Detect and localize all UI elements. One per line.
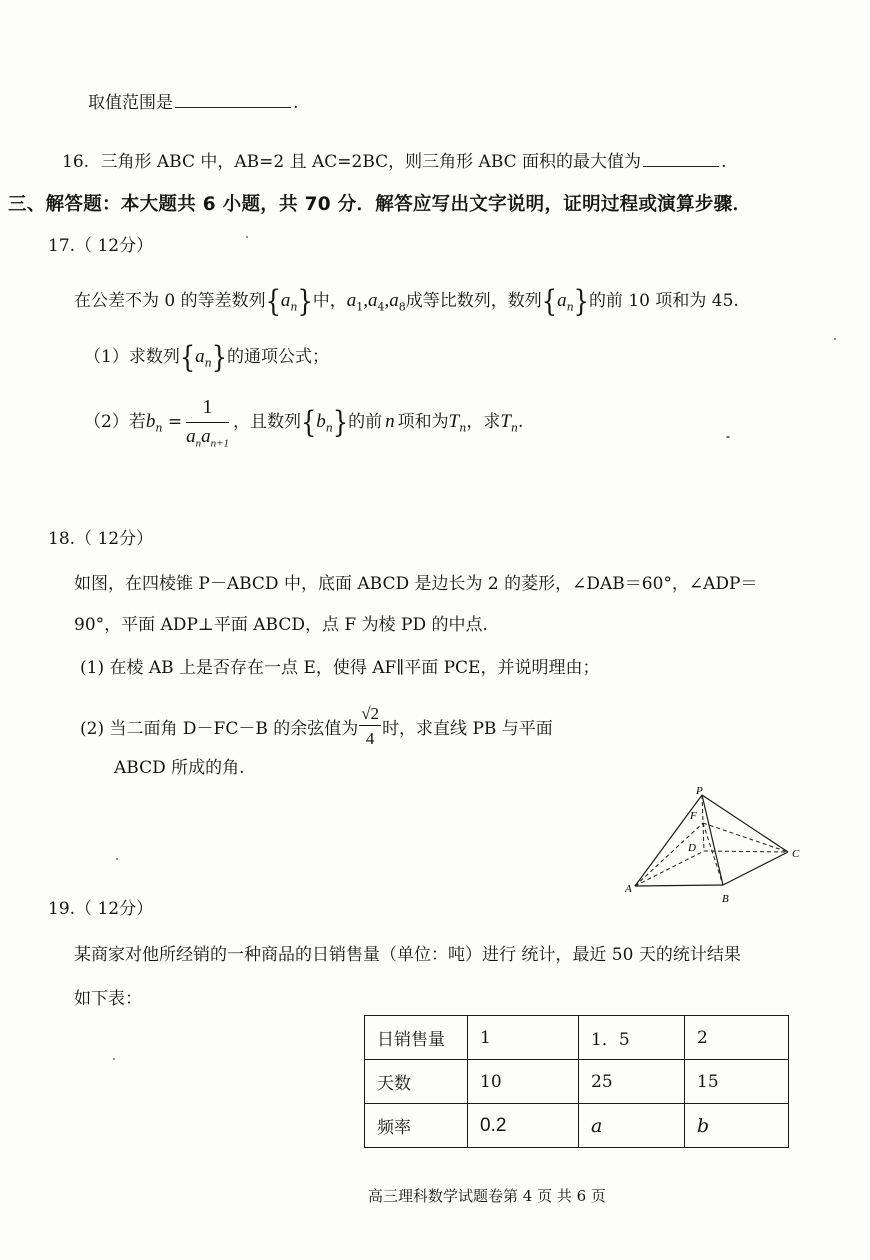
table-cell: 10	[468, 1060, 579, 1104]
question-17-part-1	[84, 339, 329, 375]
table-cell: 15	[685, 1060, 789, 1104]
scan-speck	[113, 1058, 115, 1060]
subscript: n	[325, 421, 333, 435]
answer-blank[interactable]	[643, 148, 719, 167]
part-text: (2) 当二面角 D－FC－B 的余弦值为	[80, 719, 359, 739]
question-19-line-1: 某商家对他所经销的一种商品的日销售量（单位：吨）进行 统计，最近 50 天的统计结果	[74, 945, 741, 965]
question-18-part-2-cont: ABCD 所成的角.	[114, 758, 245, 778]
question-18-part-1: (1) 在棱 AB 上是否存在一点 E，使得 AF∥平面 PCE，并说明理由；	[80, 658, 600, 678]
question-18-header: 18.（ 12分）	[48, 529, 154, 549]
subscript: n+1	[210, 437, 230, 450]
den-a: a	[186, 426, 196, 447]
fraction-sqrt2-over-4	[359, 704, 381, 749]
numerator: √2	[361, 704, 380, 723]
label-C: C	[792, 848, 800, 860]
edge-DC	[704, 851, 788, 852]
intro-text: 中，	[312, 291, 347, 311]
denominator: 4	[359, 725, 381, 749]
period: .	[518, 412, 524, 433]
left-brace: {	[179, 339, 196, 375]
subscript: n	[204, 356, 212, 370]
part-text: ，求	[466, 412, 501, 433]
left-brace: {	[301, 404, 317, 440]
edge-PC	[702, 795, 788, 852]
scan-speck	[116, 858, 118, 860]
fraction	[186, 396, 229, 449]
term: ,a	[384, 290, 399, 311]
question-16	[62, 147, 726, 172]
page-footer: 高三理科数学试题卷第 4 页 共 6 页	[368, 1187, 606, 1205]
table-cell: 日销售量	[365, 1016, 468, 1060]
period: .	[721, 152, 727, 172]
subscript: 1	[356, 300, 364, 314]
scan-speck	[246, 236, 248, 238]
edge-AB	[635, 885, 723, 886]
subscript: 4	[377, 300, 385, 314]
fill-blank-line-15-tail	[88, 88, 298, 113]
part-text: 时，求直线 PB 与平面	[382, 719, 553, 739]
right-brace: }	[332, 404, 349, 440]
segment-FB	[703, 823, 723, 885]
question-number: 16.	[62, 152, 90, 172]
subscript: n	[155, 421, 163, 435]
table-row	[365, 1016, 789, 1060]
segment-AF	[635, 823, 703, 886]
seq-symbol: a	[280, 290, 291, 311]
table-cell: 1．5	[579, 1016, 685, 1060]
table-cell: a	[579, 1104, 685, 1148]
seq-symbol: b	[316, 411, 326, 433]
subscript: 8	[398, 300, 406, 314]
label-F: F	[690, 810, 697, 822]
question-18-line-2: 90°，平面 ADP⊥平面 ABCD，点 F 为棱 PD 的中点.	[74, 615, 488, 635]
denominator	[186, 422, 229, 449]
table-cell: 频率	[365, 1104, 468, 1148]
part-text: （1）求数列	[84, 347, 180, 367]
term: ,a	[363, 290, 378, 311]
part-text: 项和为	[397, 412, 449, 433]
seq-symbol: a	[557, 290, 567, 311]
question-17-header: 17.（ 12分）	[48, 236, 154, 256]
edge-AD	[635, 851, 704, 886]
subscript: n	[195, 437, 202, 450]
segment-FC	[703, 823, 788, 852]
question-text: 三角形 ABC 中，AB=2 且 AC=2BC，则三角形 ABC 面积的最大值为	[100, 152, 642, 172]
table-cell: 2	[685, 1016, 789, 1060]
table-cell: 天数	[365, 1060, 468, 1104]
subscript: n	[510, 421, 519, 435]
edge-BC	[723, 852, 788, 885]
table-cell: 25	[579, 1060, 685, 1104]
subscript: n	[290, 300, 298, 314]
question-17-part-2	[84, 396, 523, 449]
var-T: T	[500, 411, 511, 433]
sales-table	[364, 1015, 789, 1148]
scan-speck	[726, 436, 730, 438]
term: a	[346, 290, 357, 311]
pyramid-figure	[620, 785, 820, 910]
question-18-part-2	[80, 704, 553, 749]
question-19-line-2: 如下表：	[74, 989, 142, 1009]
question-18-line-1: 如图，在四棱锥 P－ABCD 中，底面 ABCD 是边长为 2 的菱形，∠DAB＝60°，∠ADP＝	[74, 574, 758, 594]
left-brace: {	[541, 283, 558, 319]
answer-blank[interactable]	[175, 89, 291, 108]
label-P: P	[696, 785, 703, 797]
table-row	[365, 1104, 789, 1148]
part-text: 的前	[348, 412, 383, 433]
seq-symbol: b	[145, 411, 156, 433]
question-19-header: 19.（ 12分）	[48, 899, 154, 919]
seq-symbol: a	[195, 346, 205, 367]
right-brace: }	[297, 283, 313, 319]
intro-text: 在公差不为 0 的等差数列	[74, 291, 266, 311]
intro-text: 的前 10 项和为 45.	[588, 291, 739, 311]
edge-PB	[702, 795, 723, 885]
question-17-intro	[74, 283, 739, 319]
var-n: n	[385, 411, 395, 433]
part-text: 的通项公式；	[226, 347, 329, 367]
table-row	[365, 1060, 789, 1104]
label-D: D	[688, 842, 696, 854]
intro-text: 成等比数列，数列	[405, 291, 542, 311]
part-text: ，且数列	[233, 412, 302, 433]
numerator: 1	[202, 396, 213, 418]
label-A: A	[625, 883, 632, 895]
label-B: B	[722, 893, 729, 905]
equals: =	[162, 412, 183, 433]
left-brace: {	[265, 283, 281, 319]
var-T: T	[448, 411, 460, 433]
den-b: a	[201, 426, 211, 447]
edge-PA	[635, 795, 702, 886]
table-cell: b	[685, 1104, 789, 1148]
scan-speck	[834, 338, 836, 340]
range-label: 取值范围是	[88, 93, 173, 113]
right-brace: }	[573, 283, 589, 319]
subscript: n	[459, 421, 467, 435]
section-title: 三、解答题：本大题共 6 小题，共 70 分．解答应写出文字说明，证明过程或演算步骤．	[8, 194, 752, 215]
table-cell: 0.2	[468, 1104, 579, 1148]
table-cell: 1	[468, 1016, 579, 1060]
right-brace: }	[211, 339, 227, 375]
subscript: n	[566, 300, 574, 314]
period: .	[293, 93, 299, 113]
part-text: （2）若	[84, 412, 146, 433]
